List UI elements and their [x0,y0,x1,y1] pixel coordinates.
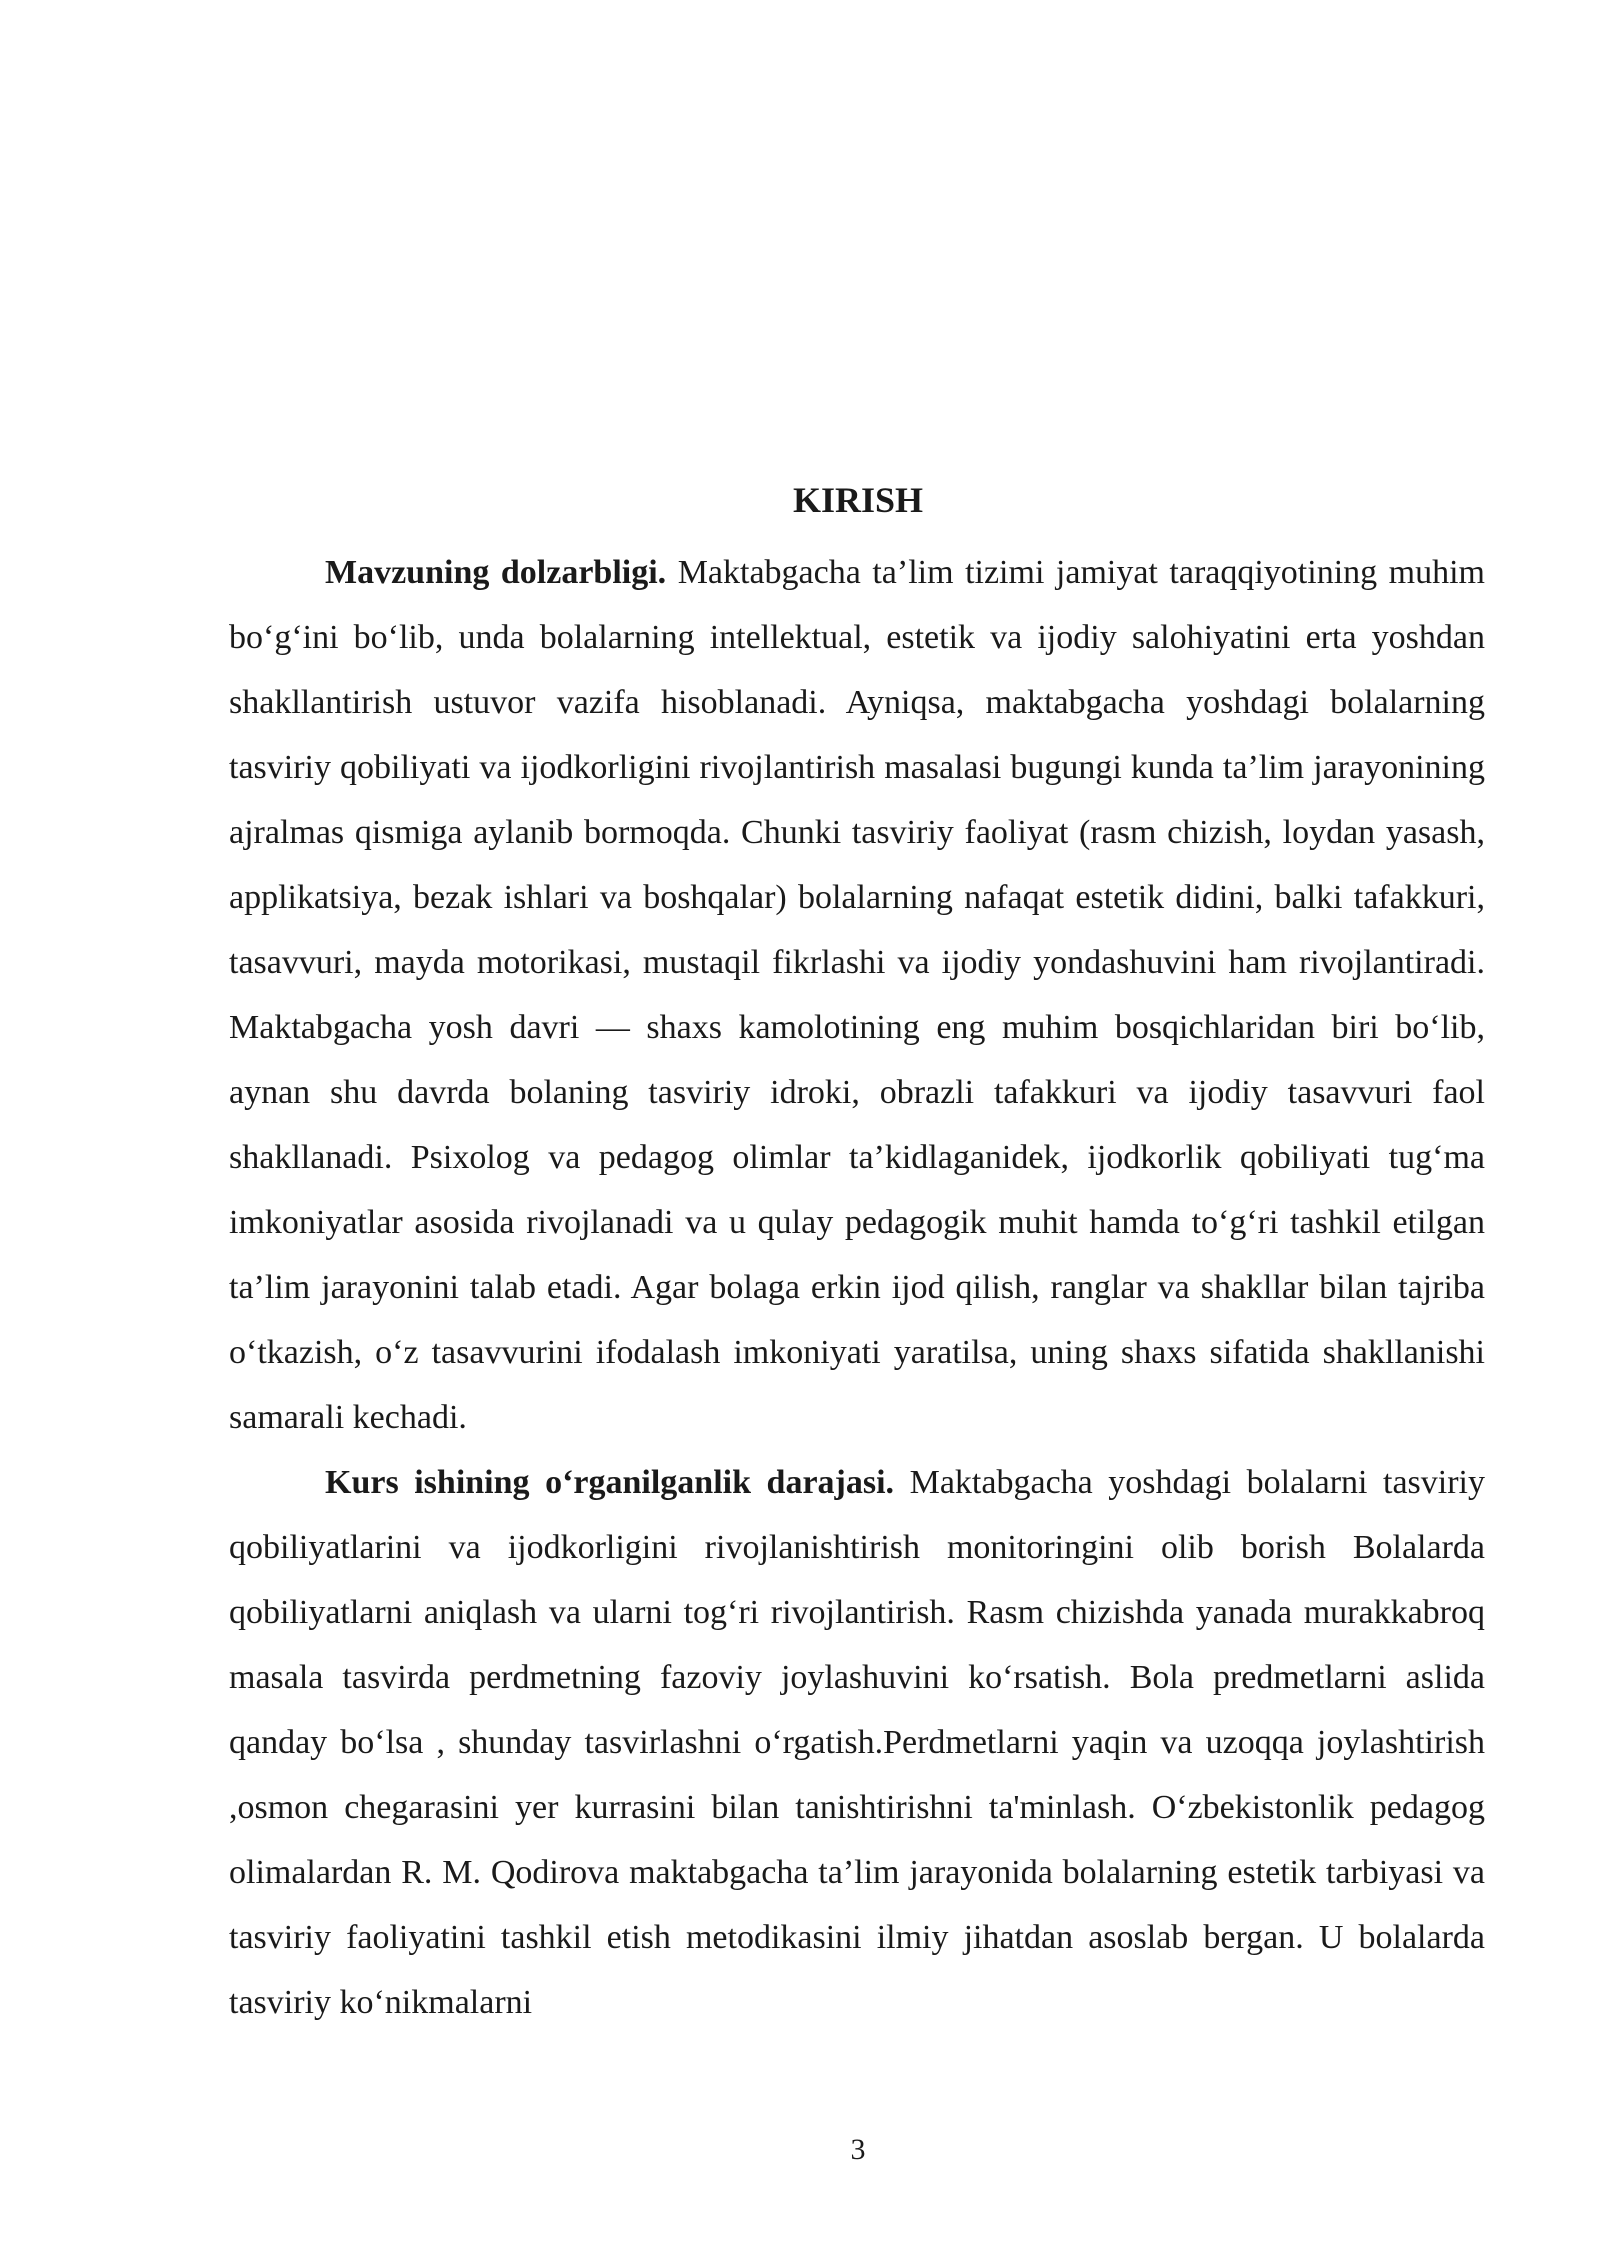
paragraph-lead-relevance: Mavzuning dolzarbligi. [325,554,667,591]
page-number: 3 [850,2133,866,2166]
paragraph-text-study-degree: Maktabgacha yoshdagi bolalarni tasviriy qobiliyatlarini va ijodkorligini rivojlanishtirish monitoringini olib borish Bolalarda qobiliyatlarni aniqlash va ularni tog‘ri rivojlantirish. Rasm chizishda yanada murakkabroq masala tasvirda perdmetning fazoviy joylashuvini ko‘rsatish. Bola predmetlarni aslida qanday bo‘lsa , shunday tasvirlashni o‘rgatish.Perdmetlarni yaqin va uzoqqa joylashtirish ,osmon chegarasini yer kurrasini bilan tanishtirishni ta'minlash. O‘zbekistonlik pedagog olimalardan R. M. Qodirova maktabgacha ta’lim jarayonida bolalarning estetik tarbiyasi va tasviriy faoliyatini tashkil etish metodikasini ilmiy jihatdan asoslab bergan. U bolalarda tasviriy ko‘nikmalarni [229,1464,1485,2021]
paragraph-lead-study-degree: Kurs ishining o‘rganilganlik darajasi. [325,1464,895,1501]
paragraph-study-degree [229,1450,1485,2035]
section-heading-text: KIRISH [792,480,924,520]
paragraph-relevance [229,540,1485,1450]
body-text [229,540,1485,2035]
paragraph-text-relevance: Maktabgacha ta’lim tizimi jamiyat taraqqiyotining muhim bo‘g‘ini bo‘lib, unda bolalarning intellektual, estetik va ijodiy salohiyatini erta yoshdan shakllantirish ustuvor vazifa hisoblanadi. Ayniqsa, maktabgacha yoshdagi bolalarning tasviriy qobiliyati va ijodkorligini rivojlantirish masalasi bugungi kunda ta’lim jarayonining ajralmas qismiga aylanib bormoqda. Chunki tasviriy faoliyat (rasm chizish, loydan yasash, applikatsiya, bezak ishlari va boshqalar) bolalarning nafaqat estetik didini, balki tafakkuri, tasavvuri, mayda motorikasi, mustaqil fikrlashi va ijodiy yondashuvini ham rivojlantiradi. Maktabgacha yosh davri — shaxs kamolotining eng muhim bosqichlaridan biri bo‘lib, aynan shu davrda bolaning tasviriy idroki, obrazli tafakkuri va ijodiy tasavvuri faol shakllanadi. Psixolog va pedagog olimlar ta’kidlaganidek, ijodkorlik qobiliyati tug‘ma imkoniyatlar asosida rivojlanadi va u qulay pedagogik muhit hamda to‘g‘ri tashkil etilgan ta’lim jarayonini talab etadi. Agar bolaga erkin ijod qilish, ranglar va shakllar bilan tajriba o‘tkazish, o‘z tasavvurini ifodalash imkoniyati yaratilsa, uning shaxs sifatida shakllanishi samarali kechadi. [229,554,1485,1436]
section-heading [0,474,1600,526]
